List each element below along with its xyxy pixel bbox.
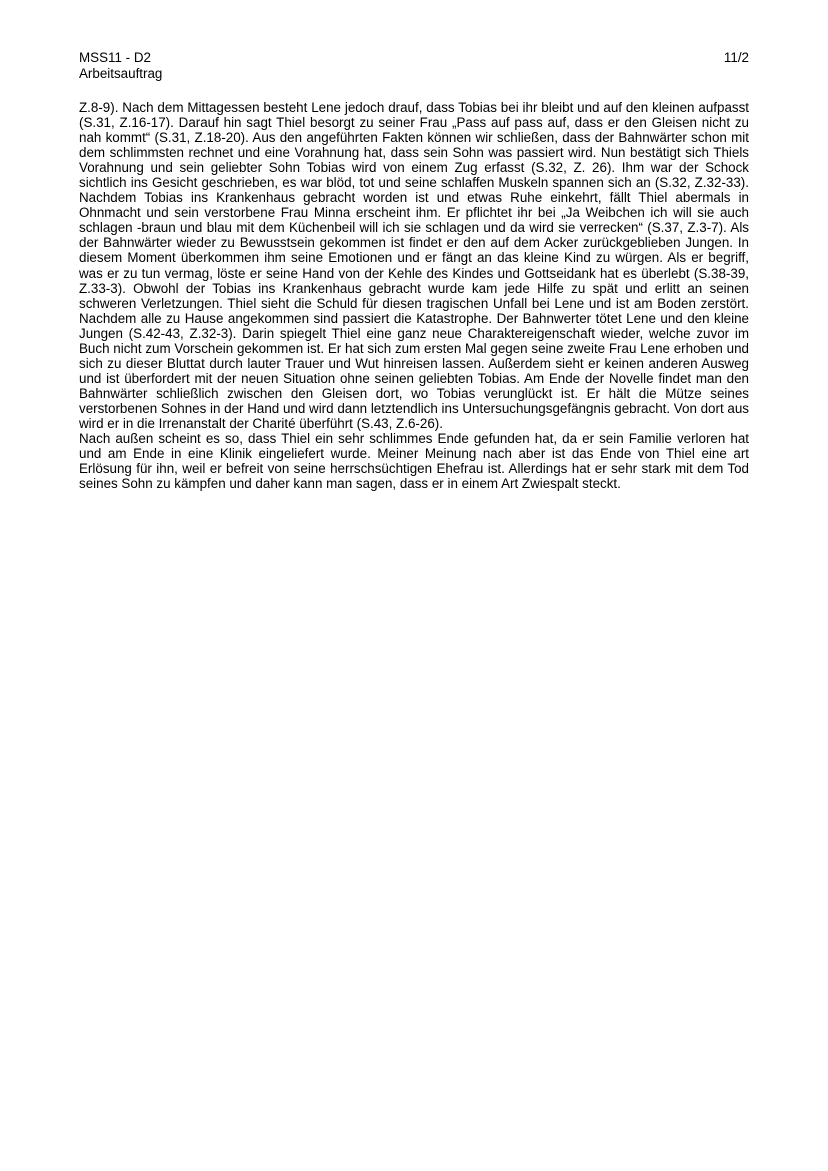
- course-code: MSS11 - D2: [79, 50, 151, 65]
- page-number: 11/2: [723, 50, 749, 65]
- body-text: [79, 100, 749, 491]
- page-header: [79, 50, 162, 82]
- document-subtitle: Arbeitsauftrag: [79, 66, 163, 81]
- paragraph-conclusion: Nach außen scheint es so, dass Thiel ein sehr schlimmes Ende gefunden hat, da er sein Familie verloren hat und am Ende in eine Klinik eingeliefert wurde. Meiner Meinung nach aber ist das Ende von Thiel eine art Erlösung für ihn, weil er befreit von seine herrschsüchtigen Ehefrau ist. Allerdings hat er sehr stark mit dem Tod seines Sohn zu kämpfen und daher kann man sagen, dass er in einem Art Zwiespalt steckt.: [79, 431, 749, 492]
- paragraph-summary: Z.8-9). Nach dem Mittagessen besteht Lene jedoch drauf, dass Tobias bei ihr bleibt und auf den kleinen aufpasst (S.31, Z.16-17). Darauf hin sagt Thiel besorgt zu seiner Frau „Pass auf pass auf, dass er den Gleisen nicht zu nah kommt“ (S.31, Z.18-20). Aus den angeführten Fakten können wir schließen, dass der Bahnwärter schon mit dem schlimmsten rechnet und eine Vorahnung hat, dass sein Sohn was passiert wird. Nun bestätigt sich Thiels Vorahnung und sein geliebter Sohn Tobias wird von einem Zug erfasst (S.32, Z. 26). Ihm war der Schock sichtlich ins Gesicht geschrieben, es war blöd, tot und seine schlaffen Muskeln spannen sich an (S.32, Z.32-33). Nachdem Tobias ins Krankenhaus gebracht worden ist und etwas Ruhe einkehrt, fällt Thiel abermals in Ohnmacht und sein verstorbene Frau Minna erscheint ihm. Er pflichtet ihr bei „Ja Weibchen ich will sie auch schlagen -braun und blau mit dem Küchenbeil will ich sie schlagen und da wird sie verrecken“ (S.37, Z.3-7). Als der Bahnwärter wieder zu Bewusstsein gekommen ist findet er den auf dem Acker zurückgeblieben Jungen. In diesem Moment überkommen ihm seine Emotionen und er fängt an das kleine Kind zu würgen. Als er begriff, was er zu tun vermag, löste er seine Hand von der Kehle des Kindes und Gottseidank hat es überlebt (S.38-39, Z.33-3). Obwohl der Tobias ins Krankenhaus gebracht wurde kam jede Hilfe zu spät und erlitt an seinen schweren Verletzungen. Thiel sieht die Schuld für diesen tragischen Unfall bei Lene und ist am Boden zerstört. Nachdem alle zu Hause angekommen sind passiert die Katastrophe. Der Bahnwerter tötet Lene und den kleine Jungen (S.42-43, Z.32-3). Darin spiegelt Thiel eine ganz neue Charaktereigenschaft wieder, welche zuvor im Buch nicht zum Vorschein gekommen ist. Er hat sich zum ersten Mal gegen seine zweite Frau Lene erhoben und sich zu dieser Bluttat durch lauter Trauer und Wut hinreisen lassen. Außerdem sieht er keinen anderen Ausweg und ist überfordert mit der neuen Situation ohne seinen geliebten Tobias. Am Ende der Novelle findet man den Bahnwärter schließlich zwischen den Gleisen dort, wo Tobias verunglückt ist. Er hält die Mütze seines verstorbenen Sohnes in der Hand und wird dann letztendlich ins Untersuchungsgefängnis gebracht. Von dort aus wird er in die Irrenanstalt der Charité überführt (S.43, Z.6-26).: [79, 100, 749, 431]
